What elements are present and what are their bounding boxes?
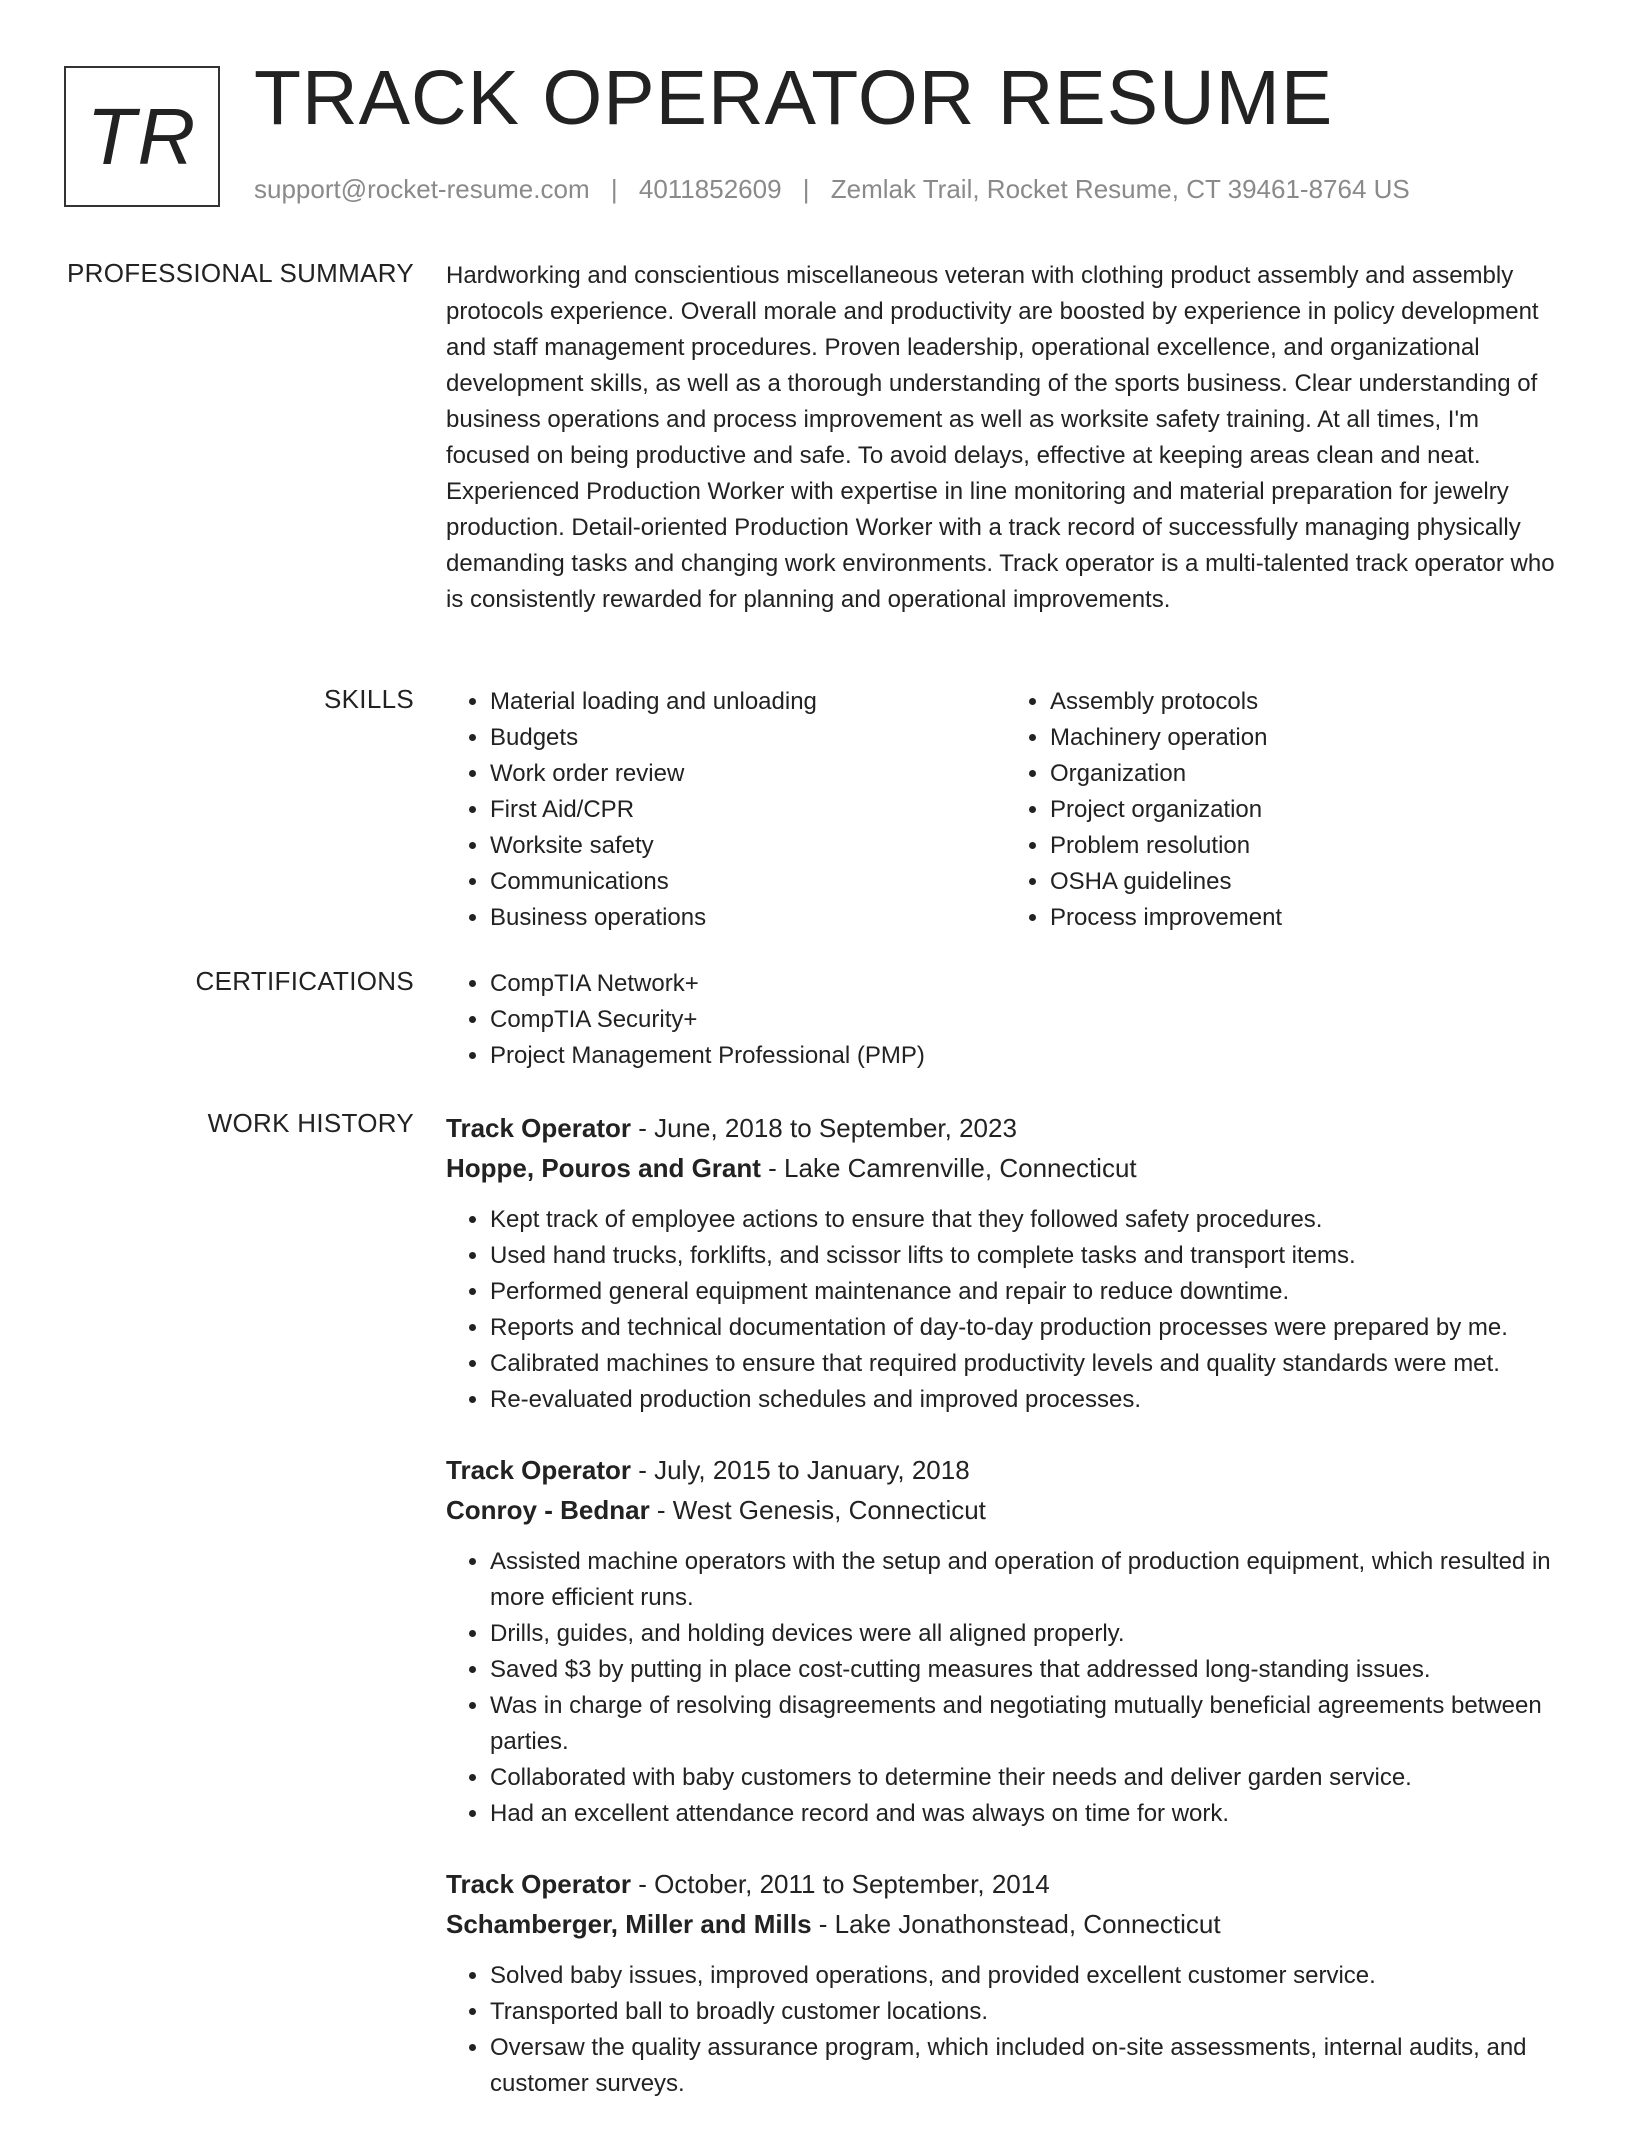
job-dates: - July, 2015 to January, 2018 (630, 1455, 970, 1485)
certifications-body (446, 966, 1566, 1074)
job-company: Conroy - Bednar (446, 1495, 650, 1525)
list-item: • Kept track of employee actions to ensure that they followed safety procedures. (490, 1202, 1566, 1238)
summary-text: Hardworking and conscientious miscellaneous veteran with clothing product assembly and assembly protocols experience. Overall morale and productivity are boosted by experience in policy development and staff management procedures. Proven leadership, operational excellence, and organizational development skills, as well as a thorough understanding of the sports business. Clear understanding of business operations and process improvement as well as worksite safety training. At all times, I'm focused on being productive and safe. To avoid delays, effective at keeping areas clean and neat. Experienced Production Worker with expertise in line monitoring and material preparation for jewelry production. Detail-oriented Production Worker with a track record of successfully managing physically demanding tasks and changing work environments. Track operator is a multi-talented track operator who is consistently rewarded for planning and operational improvements. (446, 262, 1555, 613)
list-item: • Assembly protocols (1050, 684, 1566, 720)
job-company-line (446, 1904, 1566, 1944)
contact-separator: | (610, 174, 618, 204)
list-item: • Transported ball to broadly customer locations. (490, 1994, 1566, 2030)
resume-title: TRACK OPERATOR RESUME (254, 55, 1334, 141)
list-item: • CompTIA Security+ (490, 1002, 1566, 1038)
job-dates: - October, 2011 to September, 2014 (630, 1869, 1050, 1899)
list-item: • Oversaw the quality assurance program, which included on-site assessments, internal audits, and customer surveys. (490, 2030, 1566, 2102)
summary-body (446, 258, 1566, 618)
job-dates: - June, 2018 to September, 2023 (630, 1113, 1017, 1143)
job-company-line (446, 1490, 1566, 1530)
work-history-body (446, 1108, 1566, 2134)
list-item: • Reports and technical documentation of day-to-day production processes were prepared by me. (490, 1310, 1566, 1346)
job-entry (446, 1864, 1566, 2102)
list-item: • Assisted machine operators with the setup and operation of production equipment, which resulted in more efficient runs. (490, 1544, 1566, 1616)
job-entry (446, 1108, 1566, 1418)
list-item: • Material loading and unloading (490, 684, 1006, 720)
contact-line (254, 174, 1410, 205)
list-item: • Collaborated with baby customers to determine their needs and deliver garden service. (490, 1760, 1566, 1796)
job-company: Hoppe, Pouros and Grant (446, 1153, 761, 1183)
job-title-line (446, 1450, 1566, 1490)
section-label-certifications: CERTIFICATIONS (195, 966, 414, 996)
list-item: • CompTIA Network+ (490, 966, 1566, 1002)
skills-list-right (1006, 684, 1566, 936)
monogram-logo: TR (64, 66, 220, 207)
job-entry (446, 1450, 1566, 1832)
section-label-summary: PROFESSIONAL SUMMARY (67, 258, 414, 288)
list-item: • Work order review (490, 756, 1006, 792)
list-item: • Process improvement (1050, 900, 1566, 936)
list-item: • Business operations (490, 900, 1006, 936)
job-bullets (446, 1544, 1566, 1832)
contact-separator: | (802, 174, 810, 204)
list-item: • Performed general equipment maintenance and repair to reduce downtime. (490, 1274, 1566, 1310)
job-bullets (446, 1958, 1566, 2102)
job-title: Track Operator (446, 1869, 631, 1899)
list-item: • Organization (1050, 756, 1566, 792)
job-company-line (446, 1148, 1566, 1188)
list-item: • Project Management Professional (PMP) (490, 1038, 1566, 1074)
job-location: - Lake Jonathonstead, Connecticut (811, 1909, 1221, 1939)
job-company: Schamberger, Miller and Mills (446, 1909, 812, 1939)
job-title: Track Operator (446, 1113, 631, 1143)
list-item: • Solved baby issues, improved operations, and provided excellent customer service. (490, 1958, 1566, 1994)
list-item: • OSHA guidelines (1050, 864, 1566, 900)
list-item: • Was in charge of resolving disagreements and negotiating mutually beneficial agreements between parties. (490, 1688, 1566, 1760)
contact-email: support@rocket-resume.com (254, 174, 590, 204)
list-item: • Communications (490, 864, 1006, 900)
list-item: • Had an excellent attendance record and was always on time for work. (490, 1796, 1566, 1832)
job-title-line (446, 1108, 1566, 1148)
list-item: • First Aid/CPR (490, 792, 1006, 828)
list-item: • Worksite safety (490, 828, 1006, 864)
section-label-work-history: WORK HISTORY (207, 1108, 414, 1138)
list-item: • Budgets (490, 720, 1006, 756)
contact-phone: 4011852609 (638, 174, 782, 204)
job-title: Track Operator (446, 1455, 631, 1485)
list-item: • Saved $3 by putting in place cost-cutting measures that addressed long-standing issues. (490, 1652, 1566, 1688)
certifications-list (446, 966, 1566, 1074)
skills-grid (446, 684, 1566, 936)
skills-list-left (446, 684, 1006, 936)
job-location: - West Genesis, Connecticut (649, 1495, 986, 1525)
list-item: • Project organization (1050, 792, 1566, 828)
list-item: • Problem resolution (1050, 828, 1566, 864)
list-item: • Calibrated machines to ensure that required productivity levels and quality standards were met. (490, 1346, 1566, 1382)
list-item: • Drills, guides, and holding devices were all aligned properly. (490, 1616, 1566, 1652)
section-label-skills: SKILLS (324, 684, 414, 714)
list-item: • Used hand trucks, forklifts, and scissor lifts to complete tasks and transport items. (490, 1238, 1566, 1274)
job-bullets (446, 1202, 1566, 1418)
job-location: - Lake Camrenville, Connecticut (760, 1153, 1137, 1183)
list-item: • Re-evaluated production schedules and improved processes. (490, 1382, 1566, 1418)
contact-address: Zemlak Trail, Rocket Resume, CT 39461-8764 US (830, 174, 1410, 204)
job-title-line (446, 1864, 1566, 1904)
list-item: • Machinery operation (1050, 720, 1566, 756)
